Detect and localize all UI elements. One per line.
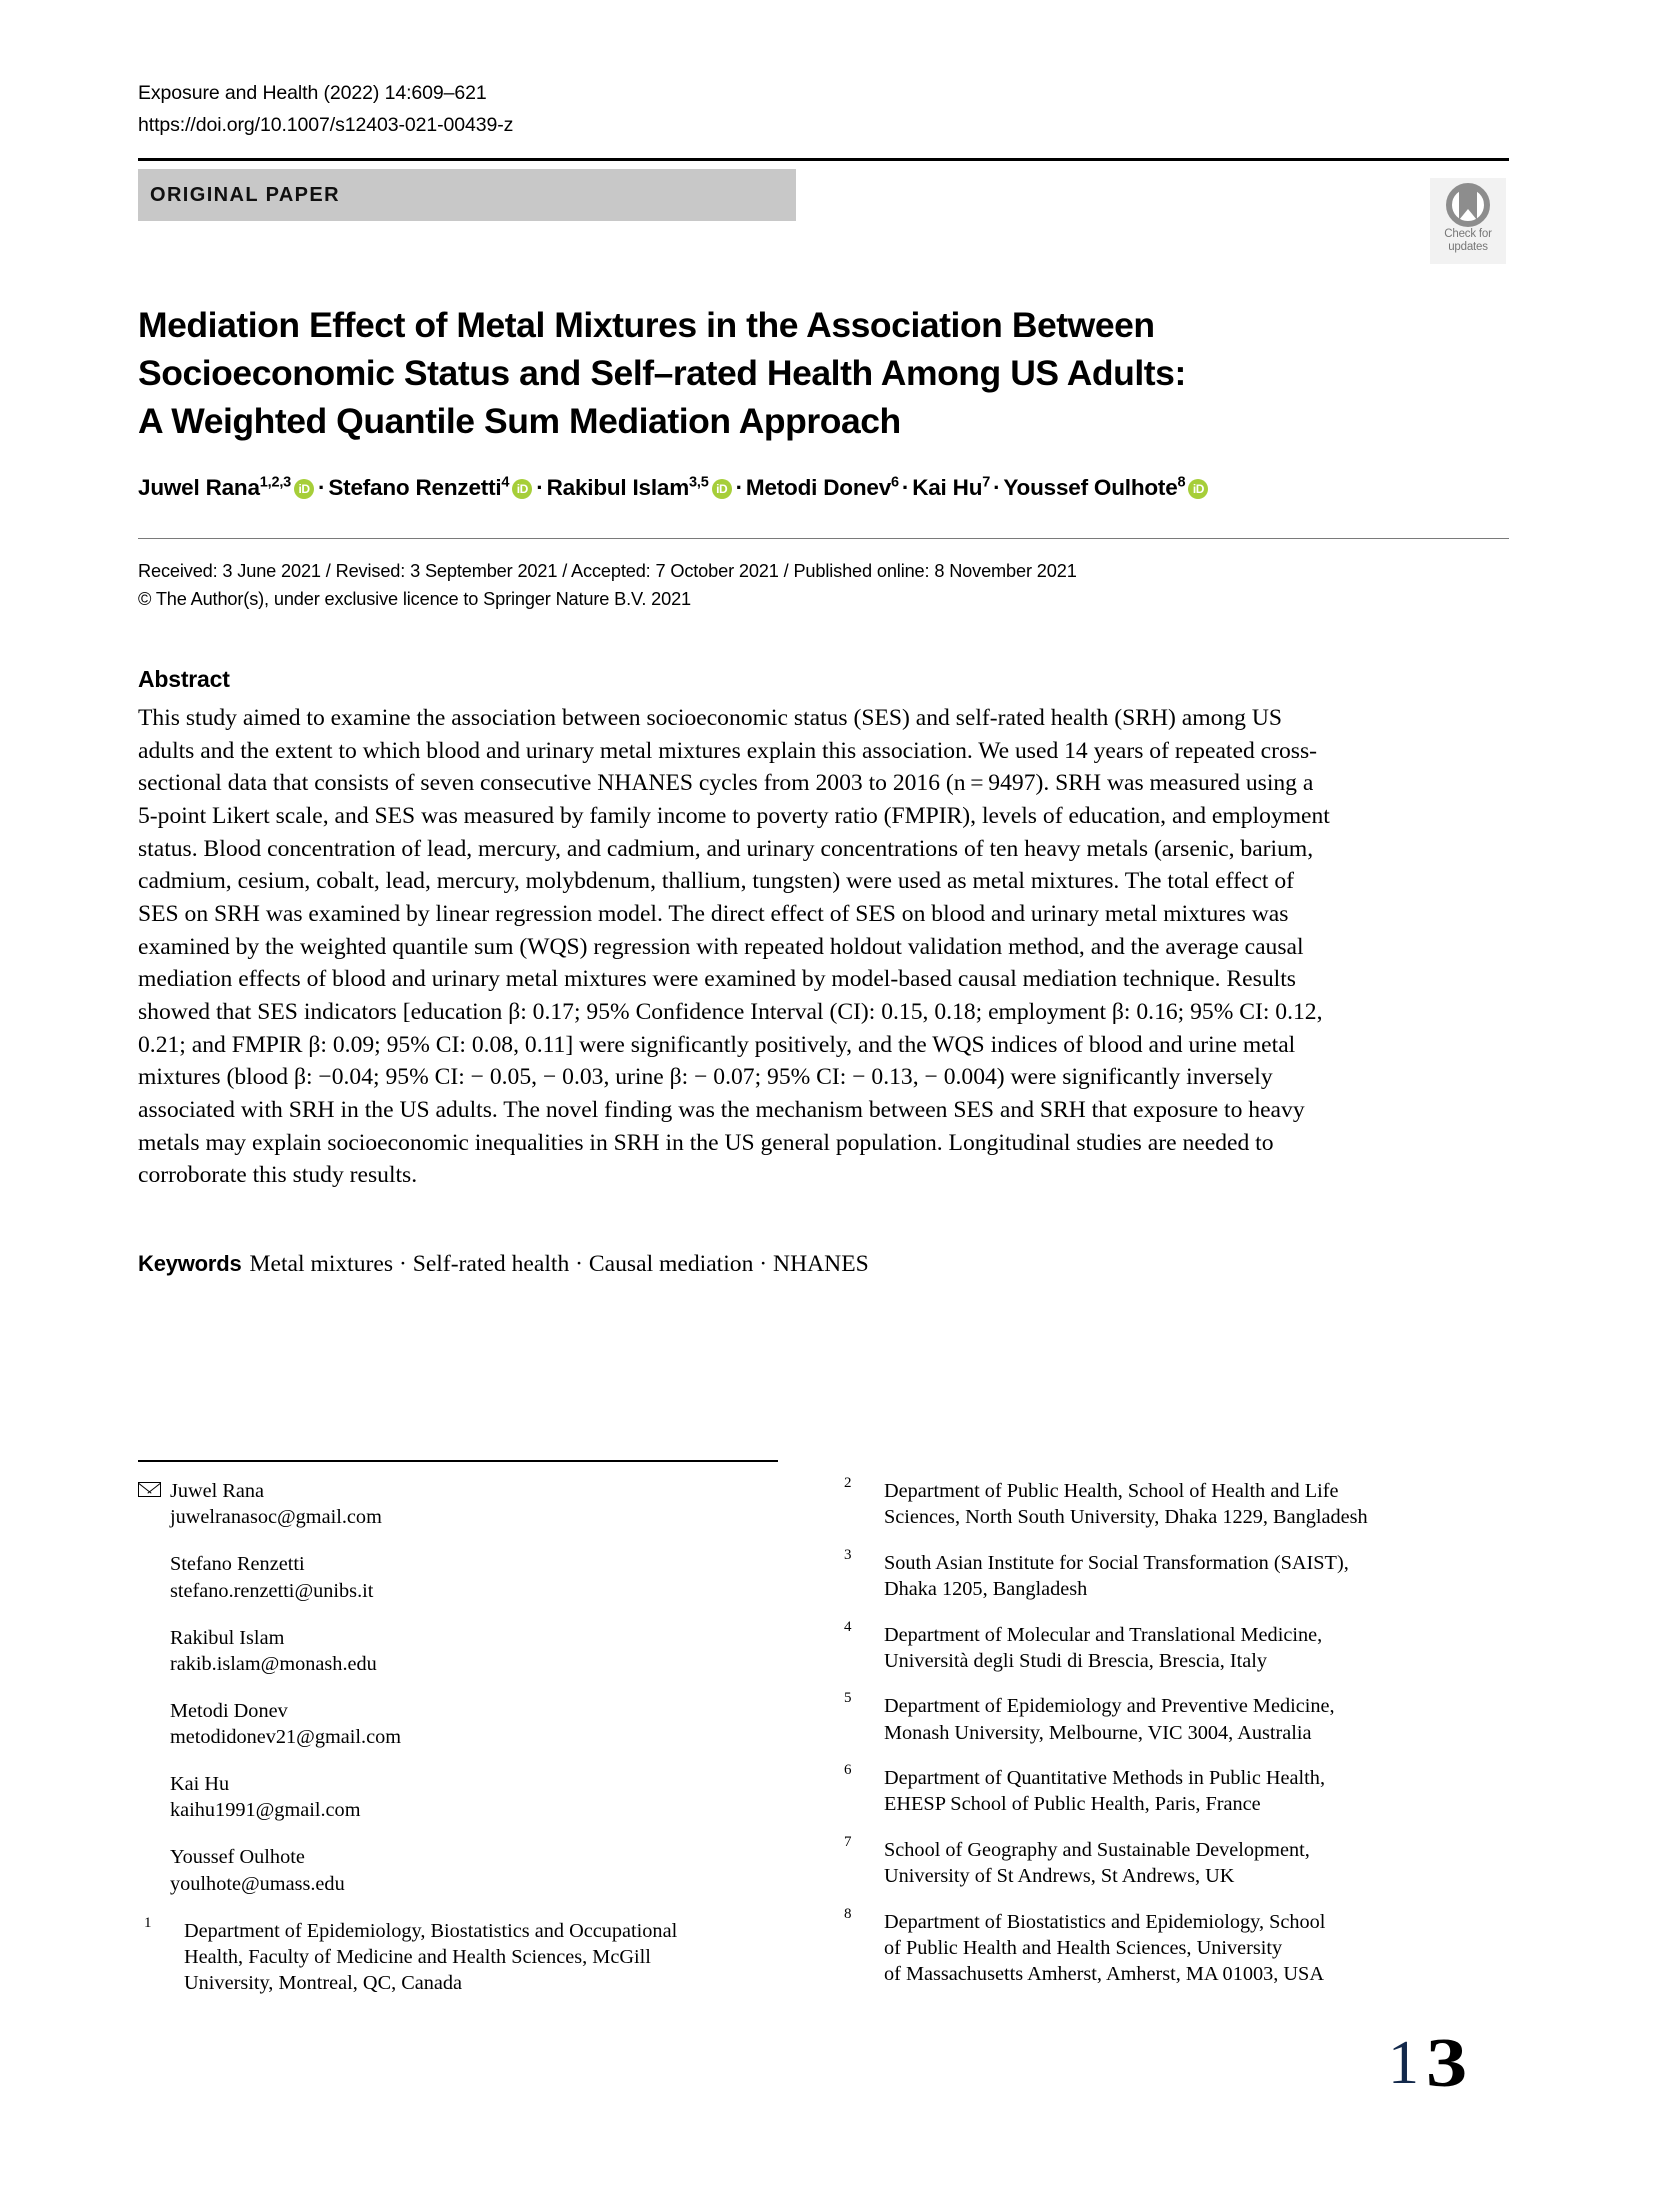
title-line-2: Socioeconomic Status and Self–rated Health Among US Adults: xyxy=(138,352,1186,393)
affiliation-line: Department of Molecular and Translational Medicine, xyxy=(884,1623,1323,1646)
contact-entry xyxy=(138,1625,778,1678)
orcid-icon[interactable]: iD xyxy=(1188,479,1208,499)
copyright-line: © The Author(s), under exclusive licence to Springer Nature B.V. 2021 xyxy=(138,589,692,610)
affiliation-text xyxy=(884,1550,1478,1603)
author-affiliation-marker: 6 xyxy=(891,474,899,491)
contact-email[interactable]: youlhote@umass.edu xyxy=(170,1872,345,1895)
contact-entry xyxy=(138,1771,778,1824)
author-separator: · xyxy=(901,475,910,500)
footer-divider-rule xyxy=(138,1460,778,1462)
dates-line: Received: 3 June 2021 / Revised: 3 September 2021 / Accepted: 7 October 2021 / Published online: 8 November 2021 xyxy=(138,561,1077,581)
affiliation-entry xyxy=(838,1762,1478,1818)
author-list xyxy=(138,472,1478,504)
page-title xyxy=(138,302,1338,446)
affiliation-text xyxy=(184,1918,778,1997)
contact-name: Metodi Donev xyxy=(170,1699,288,1722)
author-name[interactable]: Kai Hu xyxy=(912,475,983,500)
springer-logo-mark xyxy=(1386,2025,1506,2104)
contact-name: Juwel Rana xyxy=(170,1480,265,1502)
abstract-line: mediation effects of blood and urinary metal mixtures were examined by model-based causal mediation technique. Results xyxy=(138,966,1296,993)
abstract-line: associated with SRH in the US adults. The novel finding was the mechanism between SES and SRH that exposure to heavy xyxy=(138,1097,1305,1124)
contact-name: Stefano Renzetti xyxy=(170,1553,305,1576)
affiliation-number: 3 xyxy=(844,1546,852,1563)
contact-email[interactable]: metodidonev21@gmail.com xyxy=(170,1726,402,1749)
affiliation-text xyxy=(884,1837,1478,1890)
affiliation-line: of Massachusetts Amherst, Amherst, MA 01003, USA xyxy=(884,1963,1324,1986)
author-affiliation-marker: 1,2,3 xyxy=(259,474,292,491)
contact-name: Youssef Oulhote xyxy=(170,1846,305,1869)
author-name[interactable]: Metodi Donev xyxy=(745,475,892,500)
affiliation-number: 5 xyxy=(844,1690,852,1707)
affiliation-text xyxy=(884,1478,1478,1531)
author-separator: · xyxy=(735,475,743,500)
footer-right-column xyxy=(838,1475,1478,2007)
affiliation-number: 2 xyxy=(844,1475,852,1491)
paper-type-label: ORIGINAL PAPER xyxy=(150,184,340,206)
contact-name: Rakibul Islam xyxy=(170,1626,285,1649)
affiliation-entry xyxy=(838,1833,1478,1890)
affiliation-number: 8 xyxy=(844,1905,852,1922)
journal-header xyxy=(138,78,1038,141)
abstract-line: SES on SRH was examined by linear regression model. The direct effect of SES on blood and urinary metal mixtures was xyxy=(138,901,1289,928)
affiliation-entry xyxy=(838,1546,1478,1603)
author-affiliation-marker: 4 xyxy=(501,474,510,491)
author-name[interactable]: Juwel Rana xyxy=(138,475,260,500)
springer-mark-digit-3: 3 xyxy=(1426,2025,1468,2102)
affiliation-text xyxy=(884,1909,1478,1988)
affiliation-line: South Asian Institute for Social Transformation (SAIST), xyxy=(884,1551,1349,1574)
abstract-line: showed that SES indicators [education β: 0.17; 95% Confidence Interval (CI): 0.15, 0.18; employment β: 0.16; 95% CI: 0.12, xyxy=(138,999,1323,1026)
keywords-row xyxy=(138,1248,1512,1281)
affiliation-entry xyxy=(838,1905,1478,1988)
affiliation-line: University, Montreal, QC, Canada xyxy=(184,1972,463,1995)
contact-entry xyxy=(138,1551,778,1604)
affiliation-entry xyxy=(838,1690,1478,1746)
affiliation-line: Health, Faculty of Medicine and Health Sciences, McGill xyxy=(184,1945,651,1968)
abstract-line: sectional data that consists of seven consecutive NHANES cycles from 2003 to 2016 (n = 9497). SRH was measured using a xyxy=(138,770,1314,797)
header-divider-rule xyxy=(138,158,1509,161)
affiliation-line: EHESP School of Public Health, Paris, France xyxy=(884,1793,1261,1816)
orcid-icon[interactable]: iD xyxy=(512,479,532,499)
abstract-body xyxy=(138,702,1512,1192)
abstract-line: adults and the extent to which blood and urinary metal mixtures explain this association. We used 14 years of repeated cross- xyxy=(138,737,1317,764)
abstract-line: 0.21; and FMPIR β: 0.09; 95% CI: 0.08, 0.11] were significantly positively, and the WQS indices of blood and urine metal xyxy=(138,1031,1296,1058)
envelope-icon xyxy=(138,1482,161,1497)
affiliation-line: Monash University, Melbourne, VIC 3004, Australia xyxy=(884,1721,1312,1744)
affiliation-line: of Public Health and Health Sciences, University xyxy=(884,1936,1283,1959)
abstract-line: metals may explain socioeconomic inequalities in SRH in the US general population. Longitudinal studies are needed to xyxy=(138,1129,1274,1156)
affiliation-line: University of St Andrews, St Andrews, UK xyxy=(884,1865,1235,1888)
author-name[interactable]: Rakibul Islam xyxy=(546,475,690,500)
author-affiliation-marker: 3,5 xyxy=(689,474,709,491)
contact-email[interactable]: stefano.renzetti@unibs.it xyxy=(170,1579,374,1602)
affiliation-line: Department of Public Health, School of Health and Life xyxy=(884,1480,1339,1502)
affiliation-entry xyxy=(138,1914,778,1997)
abstract-heading: Abstract xyxy=(138,666,230,692)
affiliation-line: Department of Epidemiology, Biostatistics and Occupational xyxy=(184,1919,678,1942)
author-affiliation-marker: 7 xyxy=(982,474,991,491)
keywords-text: Metal mixtures · Self-rated health · Causal mediation · NHANES xyxy=(249,1251,869,1277)
affiliation-line: School of Geography and Sustainable Development, xyxy=(884,1838,1310,1861)
author-separator: · xyxy=(993,475,1001,500)
contact-entry xyxy=(138,1698,778,1751)
abstract-line: status. Blood concentration of lead, mercury, and cadmium, and urinary concentrations of ten heavy metals (arsenic, barium, xyxy=(138,835,1314,862)
affiliation-number: 4 xyxy=(844,1618,852,1635)
abstract-line: 5-point Likert scale, and SES was measured by family income to poverty ratio (FMPIR), levels of education, and employment xyxy=(138,803,1330,830)
journal-citation: Exposure and Health (2022) 14:609–621 xyxy=(138,82,487,104)
contact-list xyxy=(138,1478,778,1897)
keywords-label: Keywords xyxy=(138,1251,242,1276)
affiliation-text xyxy=(884,1622,1478,1675)
affiliation-number: 1 xyxy=(144,1914,152,1931)
crossmark-badge[interactable] xyxy=(1430,178,1506,264)
footer-left-column xyxy=(138,1478,778,2016)
affiliation-text xyxy=(884,1693,1478,1746)
contact-name: Kai Hu xyxy=(170,1773,230,1795)
crossmark-check-for-updates-icon xyxy=(1446,183,1490,227)
contact-entry xyxy=(138,1844,778,1897)
author-separator: · xyxy=(536,475,544,500)
affiliation-line: Università degli Studi di Brescia, Brescia, Italy xyxy=(884,1649,1267,1672)
affiliation-line: Dhaka 1205, Bangladesh xyxy=(884,1578,1088,1601)
affiliation-line: Department of Biostatistics and Epidemiology, School xyxy=(884,1910,1326,1933)
affiliation-line: Sciences, North South University, Dhaka 1229, Bangladesh xyxy=(884,1506,1368,1529)
author-name[interactable]: Youssef Oulhote xyxy=(1003,475,1178,500)
affiliation-line: Department of Quantitative Methods in Public Health, xyxy=(884,1767,1326,1789)
author-separator: · xyxy=(318,475,326,500)
contact-email[interactable]: juwelranasoc@gmail.com xyxy=(170,1506,382,1529)
crossmark-line1: Check for xyxy=(1444,228,1492,240)
orcid-icon[interactable]: iD xyxy=(294,479,314,499)
orcid-icon[interactable]: iD xyxy=(712,479,732,499)
affiliation-number: 6 xyxy=(844,1762,852,1778)
abstract-line: cadmium, cesium, cobalt, lead, mercury, molybdenum, thallium, tungsten) were used as metal mixtures. The total effect of xyxy=(138,868,1294,895)
affiliation-entry xyxy=(838,1475,1478,1531)
crossmark-line2: updates xyxy=(1448,240,1488,253)
contact-email[interactable]: kaihu1991@gmail.com xyxy=(170,1799,361,1822)
affiliation-list-right xyxy=(838,1475,1478,1988)
springer-mark-digit-1: 1 xyxy=(1388,2029,1419,2097)
author-affiliation-marker: 8 xyxy=(1177,474,1186,491)
publication-dates xyxy=(138,557,1518,613)
contact-entry xyxy=(138,1478,778,1531)
author-name[interactable]: Stefano Renzetti xyxy=(328,475,502,500)
affiliation-text xyxy=(884,1765,1478,1818)
affiliation-list-left xyxy=(138,1914,778,1997)
abstract-line: corroborate this study results. xyxy=(138,1162,418,1189)
contact-email[interactable]: rakib.islam@monash.edu xyxy=(170,1652,377,1675)
affiliation-line: Department of Epidemiology and Preventive Medicine, xyxy=(884,1695,1335,1718)
affiliation-entry xyxy=(838,1618,1478,1675)
journal-doi-link[interactable]: https://doi.org/10.1007/s12403-021-00439-z xyxy=(138,113,514,136)
title-line-1: Mediation Effect of Metal Mixtures in the Association Between xyxy=(138,304,1155,345)
title-line-3: A Weighted Quantile Sum Mediation Approach xyxy=(138,400,901,441)
abstract-line: examined by the weighted quantile sum (WQS) regression with repeated holdout validation method, and the average causal xyxy=(138,933,1304,960)
abstract-line: This study aimed to examine the association between socioeconomic status (SES) and self-rated health (SRH) among US xyxy=(138,705,1283,731)
abstract-line: mixtures (blood β: −0.04; 95% CI: − 0.05, − 0.03, urine β: − 0.07; 95% CI: − 0.13, − 0.004) were significantly inversely xyxy=(138,1064,1273,1091)
dates-divider-rule xyxy=(138,538,1509,539)
affiliation-number: 7 xyxy=(844,1833,852,1850)
